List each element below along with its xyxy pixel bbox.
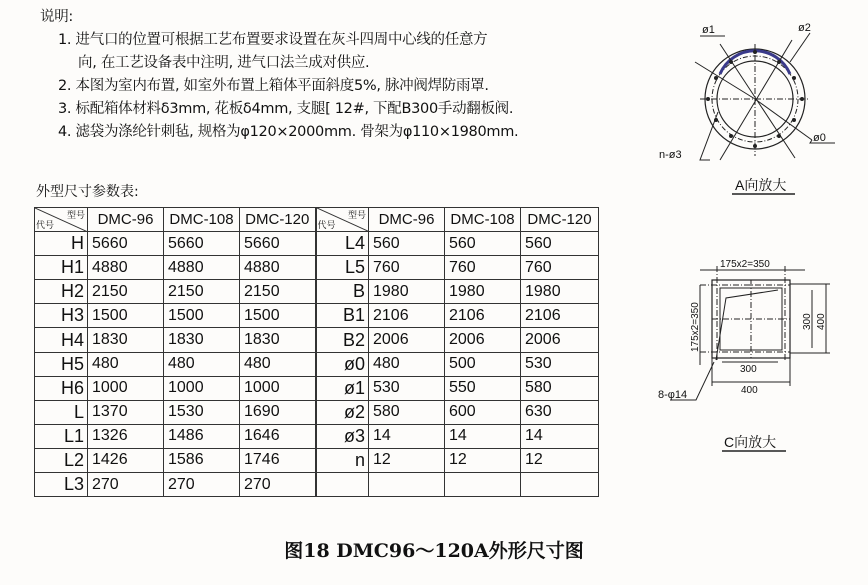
param-value: 1500 [88,304,164,328]
dim-300-h: 300 [740,364,757,375]
dim-300-v: 300 [802,313,813,330]
view-c-drawing [658,259,830,451]
table-row [35,280,599,304]
param-value: 2106 [521,304,599,328]
param-code: H4 [35,328,88,352]
param-value: 560 [521,232,599,256]
table-header-row [35,208,599,232]
corner-cell [316,208,369,232]
param-value: 1370 [88,400,164,424]
note-1: 1. 进气口的位置可根据工艺布置要求设置在灰斗四周中心线的任意方 [58,32,488,48]
corner-top: 型号 [347,210,366,220]
param-code: L3 [35,473,88,497]
table-row [35,473,599,497]
param-value: 2106 [369,304,445,328]
param-value: 5660 [240,232,316,256]
param-value: 14 [445,424,521,448]
param-code: B1 [316,304,369,328]
notes-title: 说明: [40,9,73,25]
param-value: 1646 [240,424,316,448]
param-value: 1830 [88,328,164,352]
param-value: 2106 [445,304,521,328]
table-title: 外型尺寸参数表: [36,184,139,200]
param-value: 2150 [164,280,240,304]
param-value: 550 [445,376,521,400]
param-value: 1586 [164,448,240,472]
table-row [35,448,599,472]
param-value: 2150 [88,280,164,304]
param-code: H [35,232,88,256]
top-dim: 175x2=350 [720,259,770,270]
corner-bottom: 代号 [36,220,55,231]
param-code: L [35,400,88,424]
dimension-table [34,207,599,497]
param-code: L4 [316,232,369,256]
param-value: 270 [88,473,164,497]
param-value: 12 [369,448,445,472]
dim-400-h: 400 [741,385,758,396]
param-code: L1 [35,424,88,448]
param-value: 1486 [164,424,240,448]
table-row [35,304,599,328]
param-value: 760 [521,256,599,280]
view-a-caption: A向放大 [735,177,787,193]
param-value: 1000 [88,376,164,400]
header-model: DMC-120 [521,208,599,232]
param-value: 600 [445,400,521,424]
param-value: 1980 [445,280,521,304]
param-value: 480 [369,352,445,376]
param-value: 270 [240,473,316,497]
param-value: 1830 [240,328,316,352]
param-value: 14 [369,424,445,448]
table-row [35,256,599,280]
corner-top: 型号 [66,210,85,220]
corner-cell [35,208,88,232]
label-holes: n-ø3 [659,149,682,161]
table-row [35,328,599,352]
param-value: 760 [445,256,521,280]
param-code: n [316,448,369,472]
notes [40,6,518,144]
detail-drawings [640,0,868,470]
param-value: 2150 [240,280,316,304]
left-dim: 175x2=350 [690,302,701,352]
param-value: 560 [369,232,445,256]
label-phi2: ø2 [798,22,811,34]
param-value: 1690 [240,400,316,424]
param-value: 270 [164,473,240,497]
note-3: 3. 标配箱体材料δ3mm, 花板δ4mm, 支腿[ 12#, 下配B300手动翻板阀. [58,101,514,117]
param-value: 14 [521,424,599,448]
param-value: 580 [369,400,445,424]
param-code: H5 [35,352,88,376]
param-value: 2006 [521,328,599,352]
param-value: 1426 [88,448,164,472]
param-value: 530 [521,352,599,376]
param-value: 2006 [369,328,445,352]
param-value: 1746 [240,448,316,472]
param-value [369,473,445,497]
param-value: 1326 [88,424,164,448]
view-a-drawing [659,22,835,194]
param-value: 4880 [164,256,240,280]
param-code: L2 [35,448,88,472]
header-model: DMC-108 [164,208,240,232]
param-code: ø0 [316,352,369,376]
param-value: 480 [164,352,240,376]
param-code: H2 [35,280,88,304]
param-value: 12 [521,448,599,472]
param-code [316,473,369,497]
header-model: DMC-120 [240,208,316,232]
label-phi1: ø1 [702,24,715,36]
param-code: B [316,280,369,304]
param-value: 480 [240,352,316,376]
param-code: H1 [35,256,88,280]
param-value: 2006 [445,328,521,352]
param-value: 1000 [164,376,240,400]
param-value: 580 [521,376,599,400]
param-value: 1980 [521,280,599,304]
param-value: 530 [369,376,445,400]
param-value: 630 [521,400,599,424]
holes-label: 8-φ14 [658,389,688,401]
note-1-cont: 向, 在工艺设备表中注明, 进气口法兰成对供应. [78,55,370,71]
param-value [521,473,599,497]
table-row [35,400,599,424]
param-value: 1500 [240,304,316,328]
header-model: DMC-108 [445,208,521,232]
param-value: 500 [445,352,521,376]
param-value: 1980 [369,280,445,304]
param-code: H3 [35,304,88,328]
figure-caption: 图18 DMC96～120A外形尺寸图 [284,540,584,562]
param-code: H6 [35,376,88,400]
param-value: 5660 [88,232,164,256]
table-row [35,424,599,448]
param-value: 1000 [240,376,316,400]
header-model: DMC-96 [88,208,164,232]
header-model: DMC-96 [369,208,445,232]
table-row [35,376,599,400]
param-value: 4880 [88,256,164,280]
param-value: 5660 [164,232,240,256]
view-c-caption: C向放大 [724,434,777,450]
label-phi0: ø0 [813,132,826,144]
table-row [35,232,599,256]
param-value: 480 [88,352,164,376]
param-code: L5 [316,256,369,280]
dim-400-v: 400 [816,313,827,330]
param-value: 760 [369,256,445,280]
table-row [35,352,599,376]
note-2: 2. 本图为室内布置, 如室外布置上箱体平面斜度5%, 脉冲阀焊防雨罩. [58,78,489,94]
param-value: 4880 [240,256,316,280]
param-value: 560 [445,232,521,256]
note-4: 4. 滤袋为涤纶针刺毡, 规格为φ120×2000mm. 骨架为φ110×1980mm. [58,124,519,140]
corner-bottom: 代号 [317,220,336,231]
param-code: B2 [316,328,369,352]
param-value: 1500 [164,304,240,328]
param-value: 1530 [164,400,240,424]
param-code: ø2 [316,400,369,424]
param-code: ø3 [316,424,369,448]
param-value [445,473,521,497]
param-value: 1830 [164,328,240,352]
param-code: ø1 [316,376,369,400]
param-value: 12 [445,448,521,472]
